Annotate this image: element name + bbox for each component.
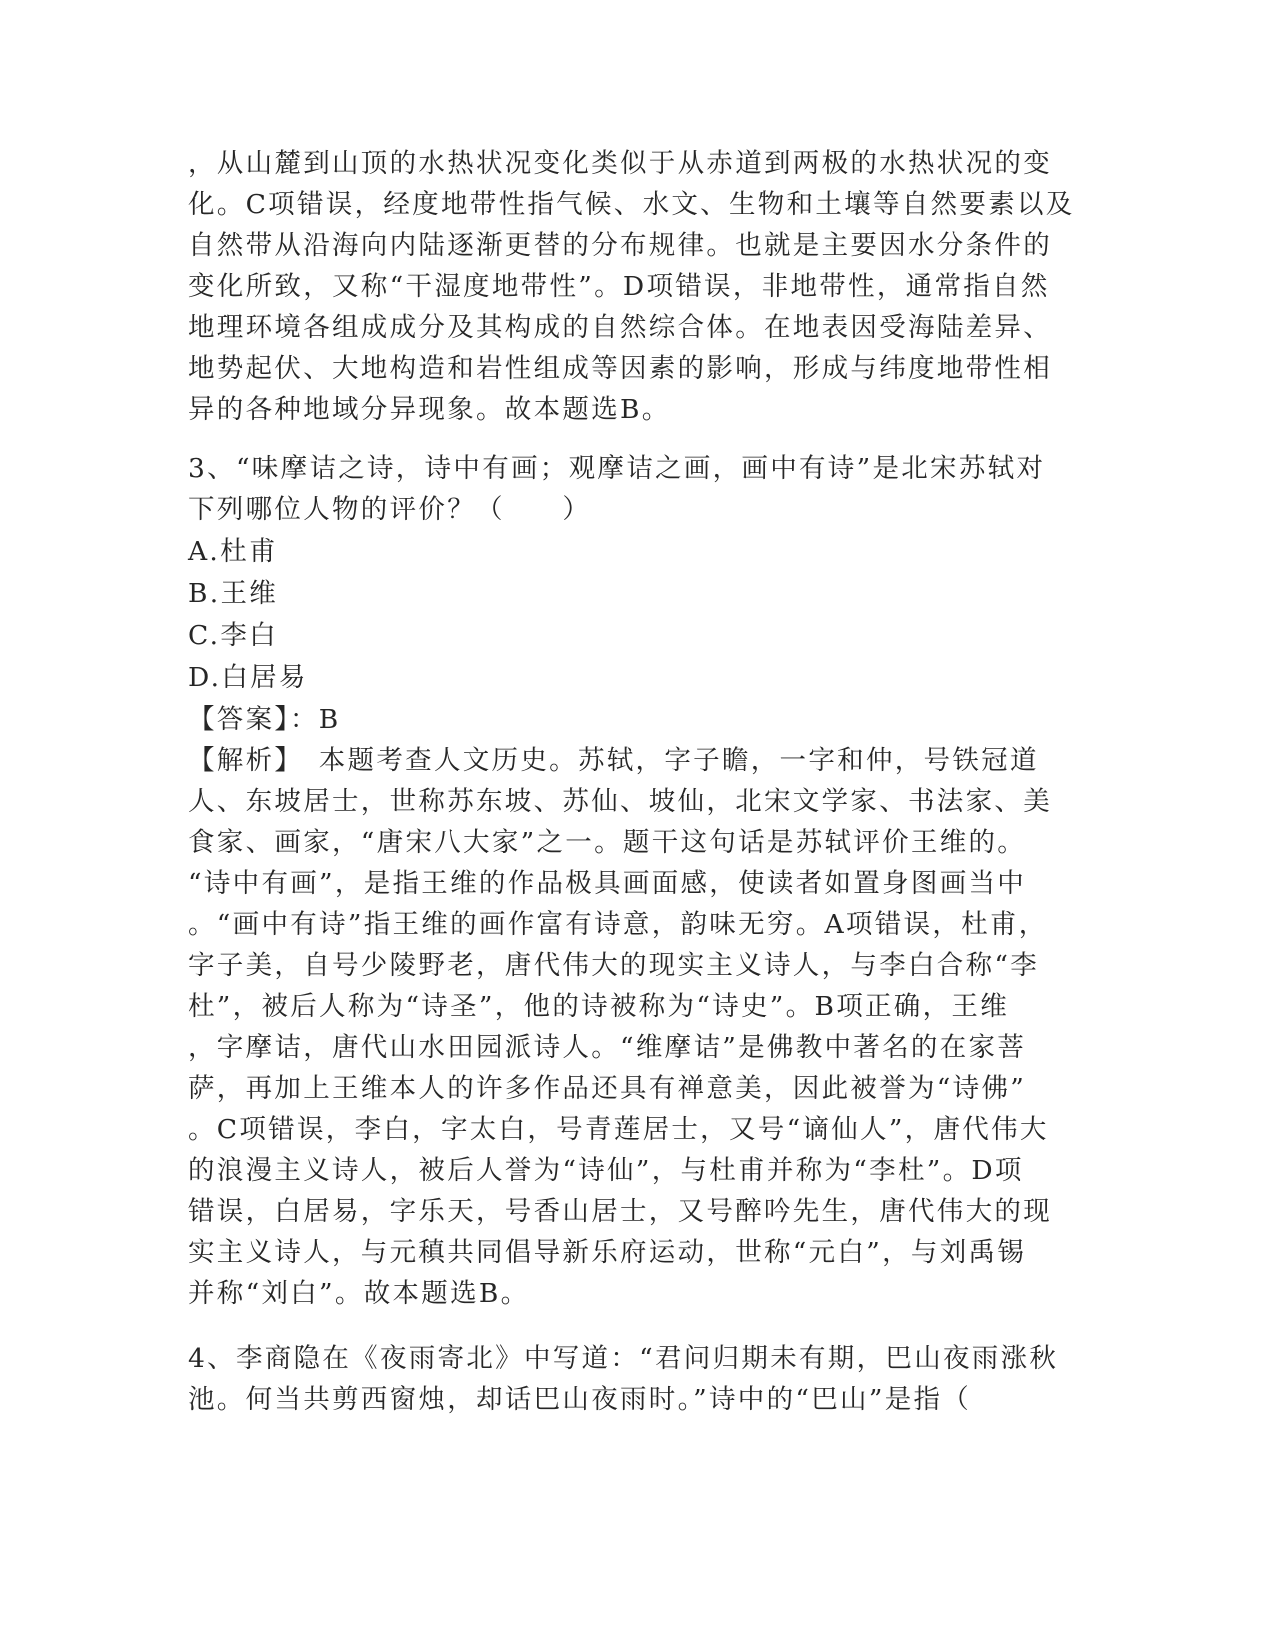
q3-explanation-line: 实主义诗人，与元稹共同倡导新乐府运动，世称“元白”，与刘禹锡	[188, 1237, 1027, 1268]
prev-explanation-line: 地势起伏、大地构造和岩性组成等因素的影响，形成与纬度地带性相	[188, 353, 1052, 384]
q3-option-c: C.李白	[188, 620, 278, 651]
prev-explanation-line: ，从山麓到山顶的水热状况变化类似于从赤道到两极的水热状况的变	[188, 148, 1052, 179]
q3-explanation-line: 杜”，被后人称为“诗圣”，他的诗被称为“诗史”。B项正确，王维	[188, 991, 1010, 1022]
q3-option-a: A.杜甫	[188, 536, 278, 567]
q3-explanation-line: 并称“刘白”。故本题选B。	[188, 1278, 530, 1309]
q3-explanation-line: 的浪漫主义诗人，被后人誉为“诗仙”，与杜甫并称为“李杜”。D项	[188, 1155, 1024, 1186]
q3-explanation-line: 【解析】 本题考查人文历史。苏轼，字子瞻，一字和仲，号铁冠道	[188, 745, 1039, 776]
q3-option-b: B.王维	[188, 578, 279, 609]
q3-option-d: D.白居易	[188, 662, 308, 693]
q3-question-line: 下列哪位人物的评价？（ ）	[188, 494, 592, 525]
q3-explanation-line: 错误，白居易，字乐天，号香山居士，又号醉吟先生，唐代伟大的现	[188, 1196, 1052, 1227]
prev-explanation-line: 自然带从沿海向内陆逐渐更替的分布规律。也就是主要因水分条件的	[188, 230, 1052, 261]
q3-explanation-line: “诗中有画”，是指王维的作品极具画面感，使读者如置身图画当中	[188, 868, 1027, 899]
q4-question-line: 池。何当共剪西窗烛，却话巴山夜雨时。”诗中的“巴山”是指（	[188, 1384, 972, 1415]
prev-explanation-line: 化。C项错误，经度地带性指气候、水文、生物和土壤等自然要素以及	[188, 189, 1075, 220]
q3-explanation-line: 字子美，自号少陵野老，唐代伟大的现实主义诗人，与李白合称“李	[188, 950, 1040, 981]
q3-question-line: 3、“味摩诘之诗，诗中有画；观摩诘之画，画中有诗”是北宋苏轼对	[188, 453, 1046, 484]
prev-explanation-line: 变化所致，又称“干湿度地带性”。D项错误，非地带性，通常指自然	[188, 271, 1050, 302]
prev-explanation-line: 地理环境各组成成分及其构成的自然综合体。在地表因受海陆差异、	[188, 312, 1052, 343]
q3-explanation-line: 人、东坡居士，世称苏东坡、苏仙、坡仙，北宋文学家、书法家、美	[188, 786, 1052, 817]
q3-explanation-line: ，字摩诘，唐代山水田园派诗人。“维摩诘”是佛教中著名的在家菩	[188, 1032, 1027, 1063]
q3-explanation-line: 萨，再加上王维本人的许多作品还具有禅意美，因此被誉为“诗佛”	[188, 1073, 1027, 1104]
prev-explanation-line: 异的各种地域分异现象。故本题选B。	[188, 394, 671, 425]
q3-explanation-line: 食家、画家，“唐宋八大家”之一。题干这句话是苏轼评价王维的。	[188, 827, 1027, 858]
q4-question-line: 4、李商隐在《夜雨寄北》中写道：“君问归期未有期，巴山夜雨涨秋	[188, 1343, 1059, 1374]
q3-explanation-line: 。“画中有诗”指王维的画作富有诗意，韵味无穷。A项错误，杜甫，	[188, 909, 1048, 940]
q3-answer: 【答案】：B	[188, 704, 341, 735]
q3-explanation-line: 。C项错误，李白，字太白，号青莲居士，又号“谪仙人”，唐代伟大	[188, 1114, 1049, 1145]
